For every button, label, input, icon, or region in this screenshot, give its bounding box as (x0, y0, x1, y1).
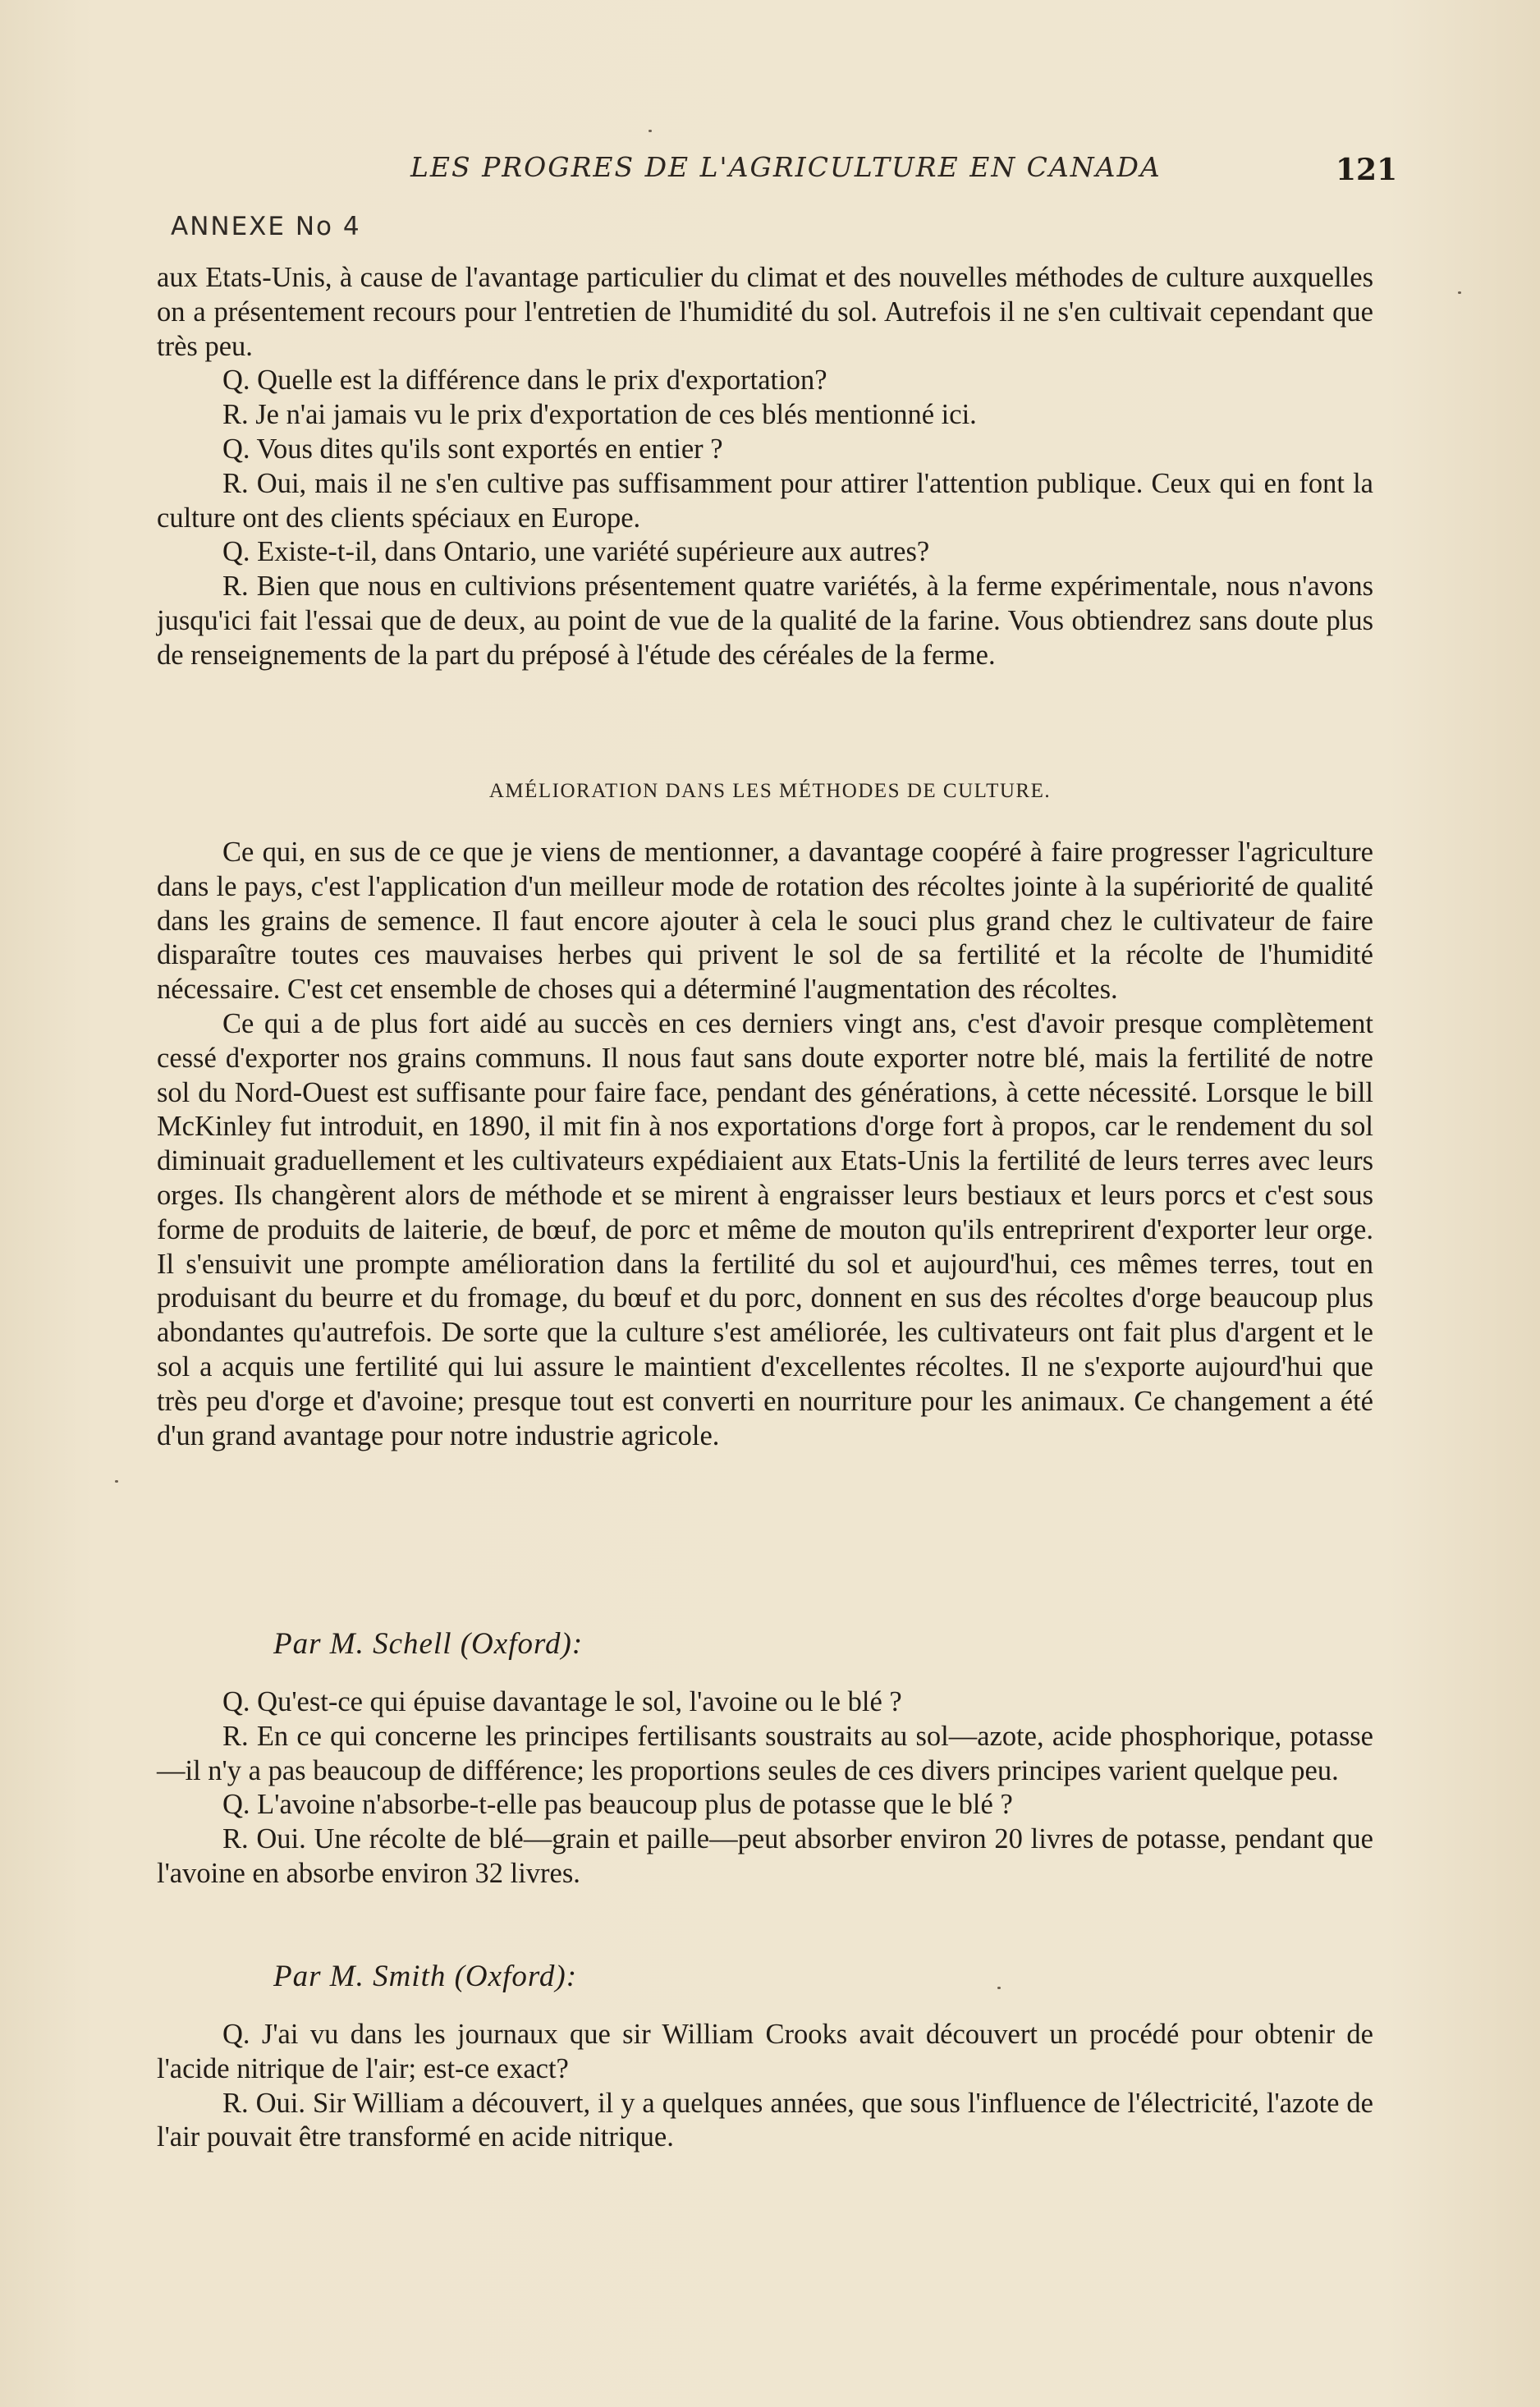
annex-label: ANNEXE No 4 (171, 212, 361, 241)
section-heading: AMÉLIORATION DANS LES MÉTHODES DE CULTURE. (488, 780, 1052, 802)
running-head (0, 149, 1540, 195)
answer: R. Oui. Sir William a découvert, il y a quelques années, que sous l'influence de l'électricité, l'azote de l'air pouvait être transformé en acide nitrique. (157, 2087, 1373, 2153)
section-text-block (157, 836, 1373, 1453)
question: Q. Qu'est-ce qui épuise davantage le sol, l'avoine ou le blé ? (222, 1686, 902, 1717)
paper-speck (115, 1480, 118, 1483)
question: Q. Vous dites qu'ils sont exportés en entier ? (222, 433, 723, 465)
paragraph: Ce qui a de plus fort aidé au succès en ces derniers vingt ans, c'est d'avoir presque complètement cessé d'exporter nos grains communs. Il nous faut sans doute exporter notre blé, mais la fertilité de notre sol du Nord-Ouest est suffisante pour faire face, pendant des générations, à cette nécessité. Lorsque le bill McKinley fut introduit, en 1890, il mit fin à nos exportations d'orge fort à propos, car le rendement du sol diminuait graduellement et les cultivateurs expédiaient aux Etats-Unis la fertilité de leurs terres avec leurs orges. Ils changèrent alors de méthode et se mirent à engraisser leurs bestiaux et leurs porcs et c'est sous forme de produits de laiterie, de bœuf, de porc et même de mouton qu'ils entreprirent d'exporter leur orge. Il s'ensuivit une prompte amélioration dans la fertilité du sol et aujourd'hui, ces mêmes terres, tout en produisant du beurre et du fromage, du bœuf et du porc, donnent en sus des récoltes d'orge beaucoup plus abondantes qu'autrefois. De sorte que la culture s'est améliorée, les cultivateurs ont fait plus d'argent et le sol a acquis une fertilité qui lui assure le maintient d'excellentes récoltes. Il ne s'exporte aujourd'hui que très peu d'orge et d'avoine; presque tout est converti en nourriture pour les animaux. Ce changement a été d'un grand avantage pour notre industrie agricole. (157, 1007, 1373, 1451)
answer: R. Bien que nous en cultivions présentement quatre variétés, à la ferme expérimentale, nous n'avons jusqu'ici fait l'essai que de deux, au point de vue de la qualité de la farine. Vous obtiendrez sans doute plus de renseignements de la part du préposé à l'étude des céréales de la ferme. (157, 571, 1373, 671)
paragraph: Ce qui, en sus de ce que je viens de mentionner, a davantage coopéré à faire progresser l'agriculture dans le pays, c'est l'application d'un meilleur mode de rotation des récoltes jointe à la supériorité de qualité dans les grains de semence. Il faut encore ajouter à cela le souci plus grand chez le cultivateur de faire disparaître toutes ces mauvaises herbes qui privent le sol de sa fertilité et la récolte de l'humidité nécessaire. C'est cet ensemble de choses qui a déterminé l'augmentation des récoltes. (157, 837, 1373, 1006)
paper-speck (997, 1987, 1001, 1989)
question: Q. Quelle est la différence dans le prix d'exportation? (222, 364, 827, 397)
continued-text-block (157, 261, 1373, 673)
answer: R. Je n'ai jamais vu le prix d'exportation de ces blés mentionné ici. (222, 399, 977, 431)
paper-speck (1458, 291, 1461, 294)
schell-qa-block (157, 1685, 1373, 1891)
question: Q. J'ai vu dans les journaux que sir William Crooks avait découvert un procédé pour obtenir de l'acide nitrique de l'air; est-ce exact? (157, 2019, 1373, 2084)
answer: R. En ce qui concerne les principes fertilisants soustraits au sol—azote, acide phosphorique, potasse—il n'y a pas beaucoup de différence; les proportions seules de ces divers principes varient quelque peu. (157, 1720, 1373, 1786)
answer: R. Oui. Une récolte de blé—grain et paille—peut absorber environ 20 livres de potasse, pendant que l'avoine en absorbe environ 32 livres. (157, 1823, 1373, 1889)
paper-speck (649, 130, 652, 132)
answer: R. Oui, mais il ne s'en cultive pas suffisamment pour attirer l'attention publique. Ceux qui en font la culture ont des clients spéciaux en Europe. (157, 467, 1373, 534)
question: Q. Existe-t-il, dans Ontario, une variété supérieure aux autres? (222, 536, 930, 568)
speaker-heading-schell: Par M. Schell (Oxford): (273, 1627, 584, 1661)
paragraph: aux Etats-Unis, à cause de l'avantage particulier du climat et des nouvelles méthodes de culture auxquelles on a présentement recours pour l'entretien de l'humidité du sol. Autrefois il ne s'en cultivait cependant que très peu. (157, 262, 1373, 362)
question: Q. L'avoine n'absorbe-t-elle pas beaucoup plus de potasse que le blé ? (222, 1789, 1013, 1821)
speaker-heading-smith: Par M. Smith (Oxford): (273, 1960, 578, 1993)
running-title: LES PROGRES DE L'AGRICULTURE EN CANADA (410, 151, 1162, 183)
page-number: 121 (1336, 153, 1398, 187)
smith-qa-block (157, 2018, 1373, 2155)
